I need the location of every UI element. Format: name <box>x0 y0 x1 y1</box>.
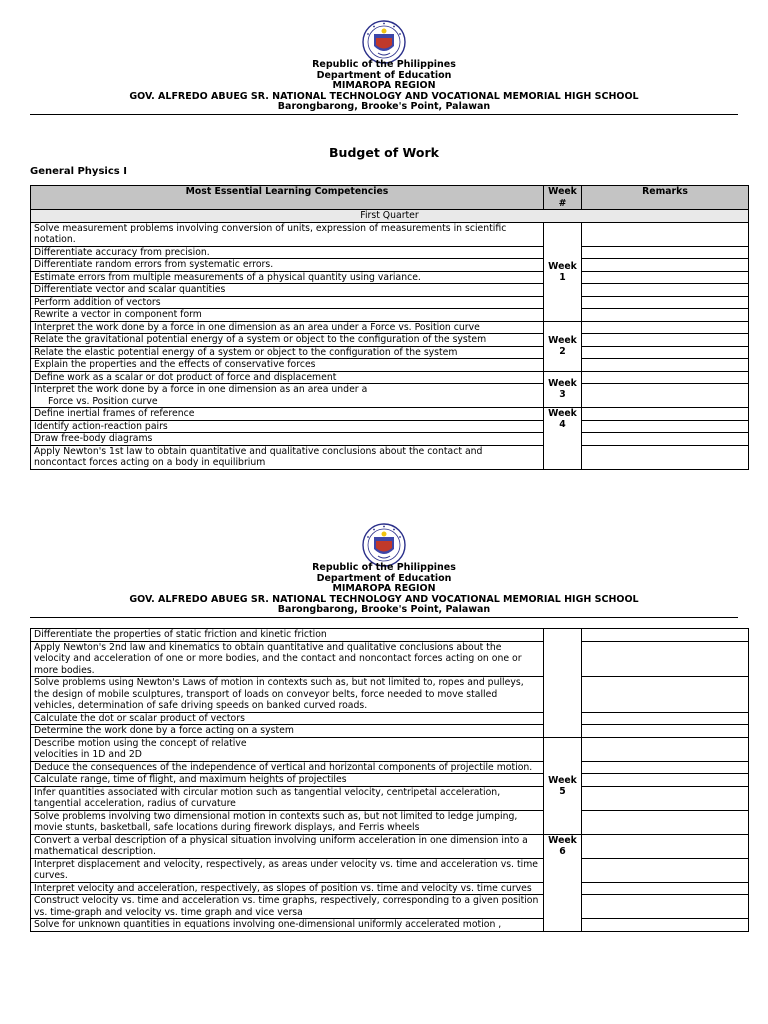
remarks-cell <box>582 420 749 433</box>
column-header-remarks: Remarks <box>582 186 749 210</box>
table-row: Rewrite a vector in component form <box>31 309 749 322</box>
remarks-cell <box>582 445 749 469</box>
deped-seal-icon <box>362 20 406 64</box>
remarks-cell <box>582 296 749 309</box>
letterhead <box>0 563 768 616</box>
week-label: Week 4 <box>544 408 582 470</box>
remarks-cell <box>582 810 749 834</box>
remarks-cell <box>582 384 749 408</box>
table-row: Define work as a scalar or dot product of force and displacement Week 3 <box>31 371 749 384</box>
remarks-cell <box>582 858 749 882</box>
table-row: Infer quantities associated with circular motion such as tangential velocity, centripetal acceleration, tangential acceleration, radius of curvature <box>31 786 749 810</box>
week-label: Week 3 <box>544 371 582 408</box>
table-row: Differentiate the properties of static friction and kinetic friction <box>31 629 749 642</box>
table-row: Convert a verbal description of a physical situation involving uniform acceleration in one dimension into a mathematical description. Week 6 <box>31 834 749 858</box>
table-row: Interpret the work done by a force in one dimension as an area under a Force vs. Position curve <box>31 384 749 408</box>
remarks-cell <box>582 433 749 446</box>
table-row: Construct velocity vs. time and acceleration vs. time graphs, respectively, corresponding to a given position vs. time-graph and velocity vs. time graph and vice versa <box>31 895 749 919</box>
remarks-cell <box>582 882 749 895</box>
table-row: Interpret displacement and velocity, respectively, as areas under velocity vs. time and acceleration vs. time curves. <box>31 858 749 882</box>
letterhead-address: Barongbarong, Brooke's Point, Palawan <box>277 604 491 615</box>
letterhead-school: GOV. ALFREDO ABUEG SR. NATIONAL TECHNOLOGY AND VOCATIONAL MEMORIAL HIGH SCHOOL <box>129 593 639 605</box>
week-cell-empty <box>544 629 582 738</box>
remarks-cell <box>582 371 749 384</box>
page-title: Budget of Work <box>329 145 439 160</box>
table-row: Determine the work done by a force acting on a system <box>31 725 749 738</box>
remarks-cell <box>582 786 749 810</box>
letterhead-region: MIMAROPA REGION <box>332 583 436 594</box>
remarks-cell <box>582 834 749 858</box>
table-row: Differentiate vector and scalar quantities <box>31 284 749 297</box>
header-divider <box>30 114 738 115</box>
letterhead-republic: Republic of the Philippines <box>312 59 456 70</box>
remarks-cell <box>582 359 749 372</box>
letterhead-region: MIMAROPA REGION <box>332 80 436 91</box>
table-row: Describe motion using the concept of relative velocities in 1D and 2D Week 5 <box>31 737 749 761</box>
letterhead-department: Department of Education <box>316 572 452 584</box>
subject-label: General Physics I <box>30 166 127 177</box>
table-row: Relate the gravitational potential energy of a system or object to the configuration of the system <box>31 334 749 347</box>
remarks-cell <box>582 334 749 347</box>
remarks-cell <box>582 641 749 677</box>
column-header-week: Week # <box>544 186 582 210</box>
remarks-cell <box>582 677 749 713</box>
remarks-cell <box>582 309 749 322</box>
table-row: Identify action-reaction pairs <box>31 420 749 433</box>
deped-seal-icon <box>362 523 406 567</box>
table-row: Interpret the work done by a force in one dimension as an area under a Force vs. Position curve Week 2 <box>31 321 749 334</box>
table-row: Solve measurement problems involving conversion of units, expression of measurements in scientific notation. Week 1 <box>31 222 749 246</box>
remarks-cell <box>582 761 749 774</box>
remarks-cell <box>582 321 749 334</box>
week-label: Week 5 <box>544 737 582 834</box>
remarks-cell <box>582 408 749 421</box>
remarks-cell <box>582 774 749 787</box>
table-row: Calculate range, time of flight, and maximum heights of projectiles <box>31 774 749 787</box>
table-row: Estimate errors from multiple measurements of a physical quantity using variance. <box>31 271 749 284</box>
table-row: Differentiate random errors from systematic errors. <box>31 259 749 272</box>
table-row: Draw free-body diagrams <box>31 433 749 446</box>
remarks-cell <box>582 629 749 642</box>
letterhead-address: Barongbarong, Brooke's Point, Palawan <box>277 101 491 112</box>
budget-table-page1 <box>30 185 749 470</box>
header-divider <box>30 617 738 618</box>
letterhead-republic: Republic of the Philippines <box>312 562 456 573</box>
letterhead-school: GOV. ALFREDO ABUEG SR. NATIONAL TECHNOLOGY AND VOCATIONAL MEMORIAL HIGH SCHOOL <box>129 90 639 102</box>
column-header-competency: Most Essential Learning Competencies <box>31 186 544 210</box>
table-row: Solve problems using Newton's Laws of motion in contexts such as, but not limited to, ropes and pulleys, the design of mobile sculptures, transport of loads on conveyor belts, force needed to move stalled vehicles, determination of safe driving speeds on banked curved roads. <box>31 677 749 713</box>
quarter-label: First Quarter <box>31 210 749 223</box>
week-label: Week 6 <box>544 834 582 931</box>
budget-table-page2 <box>30 628 749 932</box>
remarks-cell <box>582 346 749 359</box>
table-row: Interpret velocity and acceleration, respectively, as slopes of position vs. time and velocity vs. time curves <box>31 882 749 895</box>
remarks-cell <box>582 712 749 725</box>
letterhead <box>0 60 768 113</box>
table-row: Apply Newton's 2nd law and kinematics to obtain quantitative and qualitative conclusions about the velocity and acceleration of one or more bodies, and the contact and noncontact forces acting on one or more bodies. <box>31 641 749 677</box>
table-row: Deduce the consequences of the independence of vertical and horizontal components of projectile motion. <box>31 761 749 774</box>
week-label: Week 1 <box>544 222 582 321</box>
table-row: Explain the properties and the effects of conservative forces <box>31 359 749 372</box>
remarks-cell <box>582 271 749 284</box>
remarks-cell <box>582 737 749 761</box>
letterhead-department: Department of Education <box>316 69 452 81</box>
remarks-cell <box>582 919 749 932</box>
remarks-cell <box>582 725 749 738</box>
remarks-cell <box>582 246 749 259</box>
table-row: Solve problems involving two dimensional motion in contexts such as, but not limited to ledge jumping, movie stunts, basketball, safe locations during firework displays, and Ferris wheels <box>31 810 749 834</box>
remarks-cell <box>582 259 749 272</box>
remarks-cell <box>582 284 749 297</box>
table-row: Apply Newton's 1st law to obtain quantitative and qualitative conclusions about the contact and noncontact forces acting on a body in equilibrium <box>31 445 749 469</box>
table-row: Calculate the dot or scalar product of vectors <box>31 712 749 725</box>
remarks-cell <box>582 222 749 246</box>
table-row: Differentiate accuracy from precision. <box>31 246 749 259</box>
table-row: Perform addition of vectors <box>31 296 749 309</box>
remarks-cell <box>582 895 749 919</box>
table-row: Relate the elastic potential energy of a system or object to the configuration of the system <box>31 346 749 359</box>
table-row: Define inertial frames of reference Week 4 <box>31 408 749 421</box>
table-row: Solve for unknown quantities in equations involving one-dimensional uniformly accelerated motion , <box>31 919 749 932</box>
week-label: Week 2 <box>544 321 582 371</box>
